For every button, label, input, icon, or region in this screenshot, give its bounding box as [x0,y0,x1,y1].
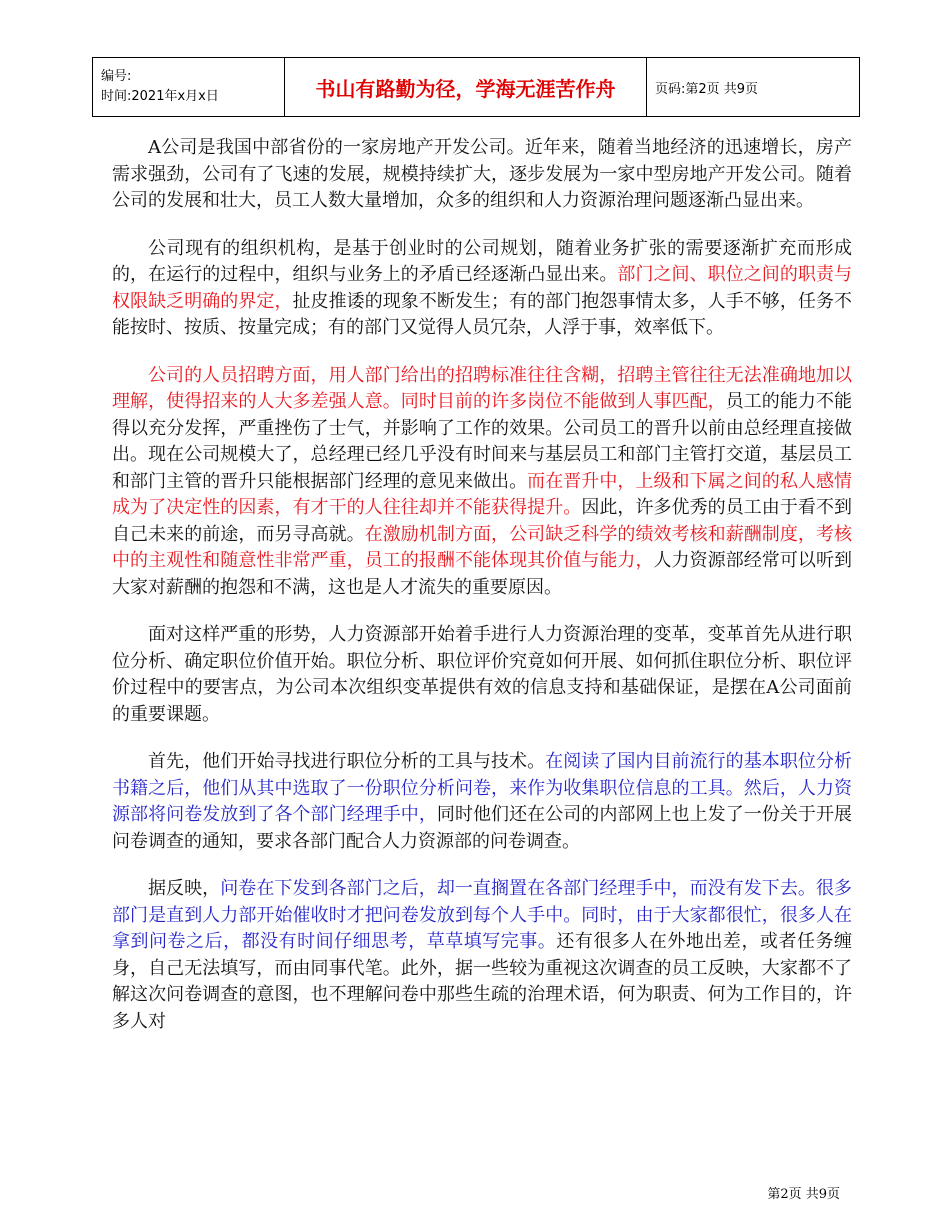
document-body [112,135,852,1056]
text-segment: A公司是我国中部省份的一家房地产开发公司。近年来，随着当地经济的迅速增长，房产需求强劲，公司有了飞速的发展，规模持续扩大，逐步发展为一家中型房地产开发公司。随着公司的发展和壮大，员工人数大量增加，众多的组织和人力资源治理问题逐渐凸显出来。 [112,137,852,211]
text-segment: 同时他们还在公司的内部网上也上发了一份关于开展问卷调查的通知，要求各部门配合人力资源部的问卷调查。 [112,804,853,852]
text-segment: 面对这样严重的形势，人力资源部开始着手进行人力资源治理的变革，变革首先从进行职位分析、确定职位价值开始。职位分析、职位评价究竟如何开展、如何抓住职位分析、职位评价过程中的要害点，为公司本次组织变革提供有效的信息支持和基础保证，是摆在A公司面前的重要课题。 [112,624,852,725]
text-segment: 在阅读了国内目前流行的基本职位分析书籍之后，他们从其中选取了一份职位分析问卷，来作为收集职位信息的工具。然后，人力资源部将问卷发放到了各个部门经理手中， [112,751,852,825]
document-number-label: 编号: [101,69,132,84]
header-motto: 书山有路勤为径，学海无涯苦作舟 [285,58,647,117]
text-segment: 扯皮推诿的现象不断发生；有的部门抱怨事情太多，人手不够，任务不能按时、按质、按量完成；有的部门又觉得人员冗杂，人浮于事，效率低下。 [112,290,852,338]
text-segment: 而在晋升中，上级和下属之间的私人感情成为了决定性的因素，有才干的人往往却并不能获得提升。 [112,470,853,518]
text-segment: 在激励机制方面，公司缺乏科学的绩效考核和薪酬制度，考核中的主观性和随意性非常严重，员工的报酬不能体现其价值与能力， [112,523,853,571]
body-paragraph [112,622,852,728]
text-segment: 问卷在下发到各部门之后，却一直搁置在各部门经理手中，而没有发下去。很多部门是直到人力部开始催收时才把问卷发放到每个人手中。同时，由于大家都很忙，很多人在拿到问卷之后，都没有时间仔细思考，草草填写完事。 [112,878,853,952]
text-segment: 公司的人员招聘方面，用人部门给出的招聘标准往往含糊，招聘主管往往无法准确地加以理解，使得招来的人大多差强人意。同时目前的许多岗位不能做到人事匹配， [112,364,852,412]
header-page-number: 页码:第2页 共9页 [647,58,860,117]
text-segment: 人力资源部经常可以听到大家对薪酬的抱怨和不满，这也是人才流失的重要原因。 [112,550,852,598]
text-segment: 据反映， [148,878,221,899]
text-segment: 首先，他们开始寻找进行职位分析的工具与技术。 [148,751,546,772]
body-paragraph [112,749,852,855]
body-paragraph [112,236,852,342]
text-segment: 员工的能力不能得以充分发挥，严重挫伤了士气，并影响了工作的效果。公司员工的晋升以前由总经理直接做出。现在公司规模大了，总经理已经几乎没有时间来与基层员工和部门主管打交道，基层员工和部门主管的晋升只能根据部门经理的意见来做出。 [112,391,853,492]
body-paragraph [112,135,852,215]
body-paragraph [112,363,852,602]
page-footer: 第2页 共9页 [767,1187,840,1202]
body-paragraph [112,876,852,1035]
text-segment: 公司现有的组织机构，是基于创业时的公司规划，随着业务扩张的需要逐渐扩充而形成的，在运行的过程中，组织与业务上的矛盾已经逐渐凸显出来。 [112,237,852,285]
header-meta-cell [93,58,285,117]
document-header [92,57,860,117]
text-segment: 还有很多人在外地出差，或者任务缠身，自己无法填写，而由同事代笔。此外，据一些较为重视这次调查的员工反映，大家都不了解这次问卷调查的意图，也不理解问卷中那些生疏的治理术语，何为职责、何为工作目的，许多人对 [112,931,853,1032]
text-segment: 因此，许多优秀的员工由于看不到自己未来的前途，而另寻高就。 [112,497,853,545]
text-segment: 部门之间、职位之间的职责与权限缺乏明确的界定， [112,264,853,312]
document-time-label: 时间:2021年x月x日 [101,89,219,104]
